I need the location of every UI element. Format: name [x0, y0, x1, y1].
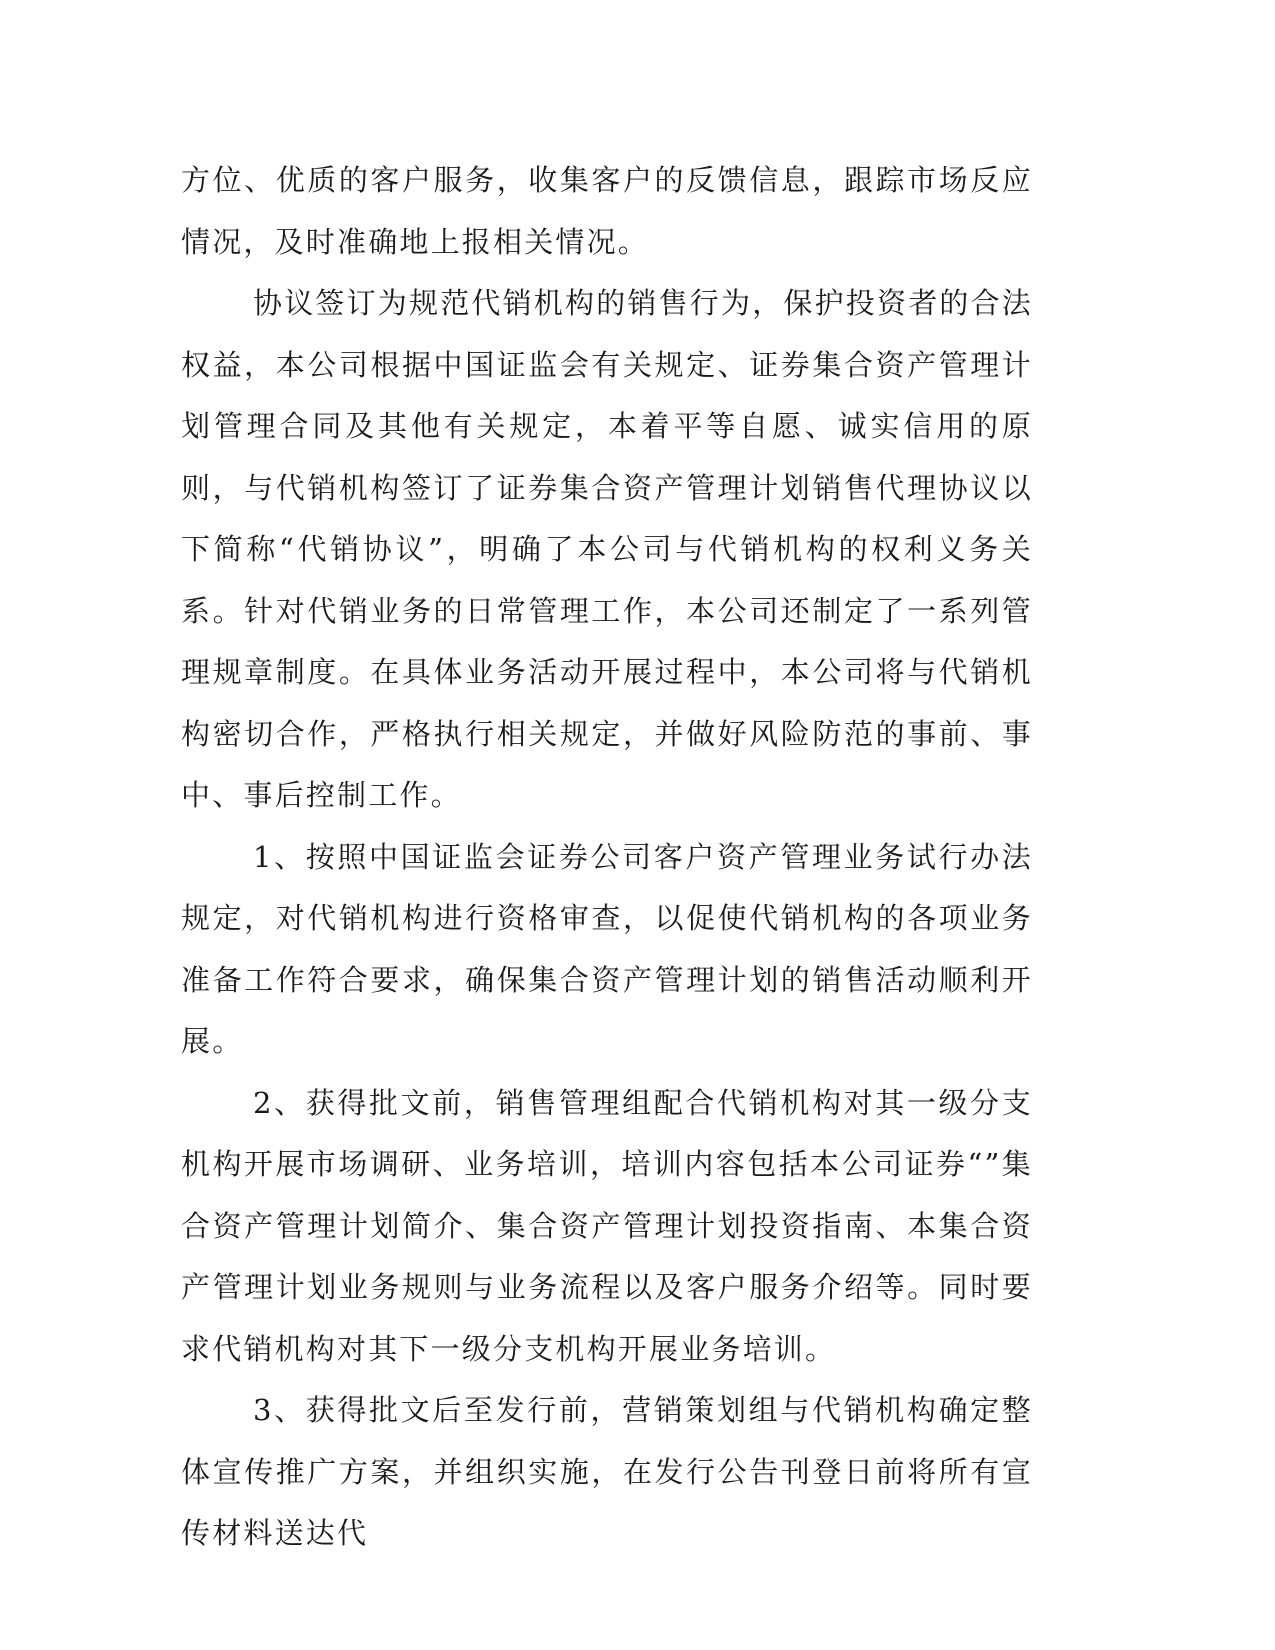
document-body: [181, 150, 1033, 1565]
paragraph-item-2: 2、获得批文前，销售管理组配合代销机构对其一级分支机构开展市场调研、业务培训，培训内容包括本公司证券“”集合资产管理计划简介、集合资产管理计划投资指南、本集合资产管理计划业务规则与业务流程以及客户服务介绍等。同时要求代销机构对其下一级分支机构开展业务培训。: [181, 1085, 1033, 1366]
paragraph-item-3: 3、获得批文后至发行前，营销策划组与代销机构确定整体宣传推广方案，并组织实施，在发行公告刊登日前将所有宣传材料送达代: [181, 1393, 1033, 1550]
paragraph-agreement-signing: 协议签订为规范代销机构的销售行为，保护投资者的合法权益，本公司根据中国证监会有关规定、证券集合资产管理计划管理合同及其他有关规定，本着平等自愿、诚实信用的原则，与代销机构签订了证券集合资产管理计划销售代理协议以下简称“代销协议”，明确了本公司与代销机构的权利义务关系。针对代销业务的日常管理工作，本公司还制定了一系列管理规章制度。在具体业务活动开展过程中，本公司将与代销机构密切合作，严格执行相关规定，并做好风险防范的事前、事中、事后控制工作。: [181, 286, 1034, 812]
paragraph-continuation: 方位、优质的客户服务，收集客户的反馈信息，跟踪市场反应情况，及时准确地上报相关情况。: [181, 163, 1033, 259]
paragraph-item-1: 1、按照中国证监会证券公司客户资产管理业务试行办法规定，对代销机构进行资格审查，以促使代销机构的各项业务准备工作符合要求，确保集合资产管理计划的销售活动顺利开展。: [181, 839, 1033, 1058]
